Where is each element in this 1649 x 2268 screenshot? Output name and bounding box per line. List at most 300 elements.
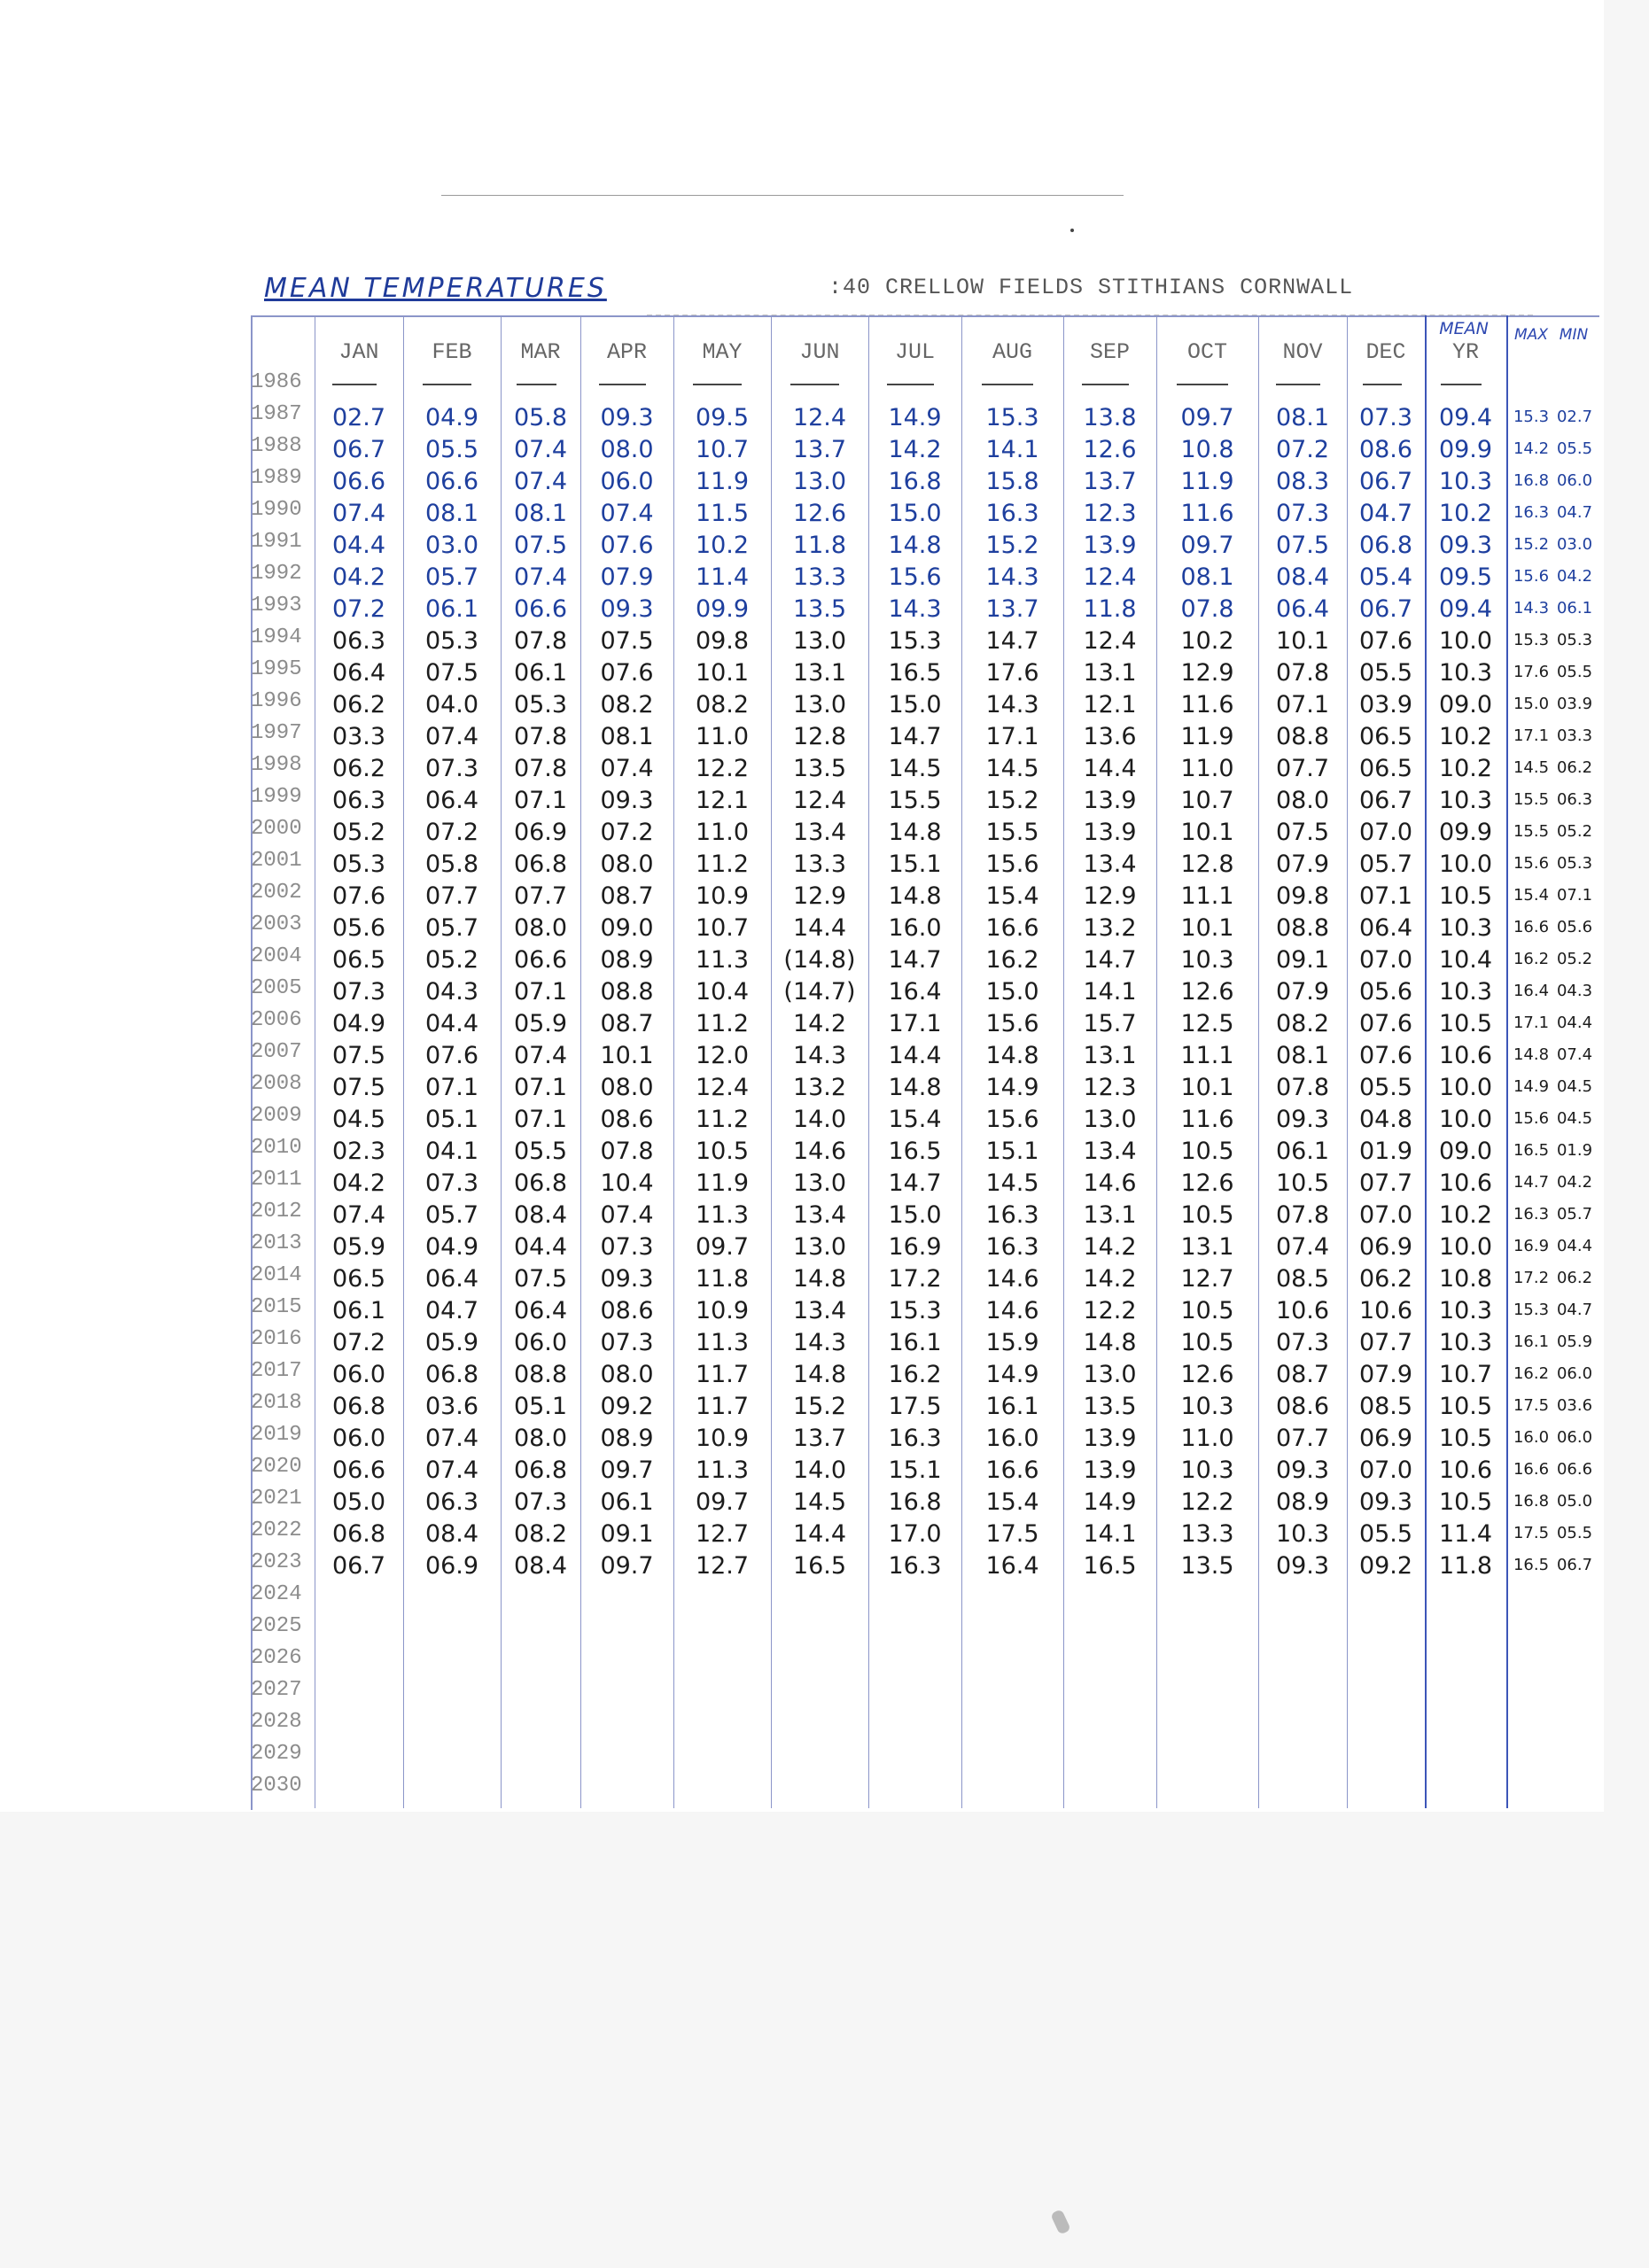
column-header: OCT [1186,339,1227,365]
table-cell: 06.4 [424,1265,479,1293]
year-label: 1991 [251,530,302,554]
year-label: 2011 [251,1168,302,1192]
table-cell: 05.7 [1358,850,1413,878]
table-cell: 12.7 [1180,1265,1234,1293]
header-underline [982,384,1033,385]
table-cell: 07.4 [1556,1045,1593,1064]
table-cell: 08.7 [600,1010,654,1037]
table-cell: 10.8 [1180,436,1234,463]
table-cell: 10.5 [1180,1297,1234,1324]
station-address: :40 CRELLOW FIELDS STITHIANS CORNWALL [828,275,1354,300]
table-cell: 04.7 [1556,503,1593,522]
header-underline [1363,384,1402,385]
table-cell: 10.2 [1438,755,1493,782]
table-cell: 04.1 [424,1138,479,1165]
table-cell: 05.5 [424,436,479,463]
year-label: 1989 [251,466,302,490]
table-cell: 15.0 [888,691,942,718]
table-cell: 10.3 [1180,946,1234,974]
table-cell: 08.2 [1275,1010,1330,1037]
table-cell: 10.5 [1180,1138,1234,1165]
table-cell: 07.5 [513,532,568,559]
table-cell: 06.7 [1358,595,1413,623]
table-cell: 01.9 [1358,1138,1413,1165]
table-cell: 09.3 [1275,1456,1330,1484]
table-cell: 10.3 [1438,914,1493,942]
table-cell: 11.8 [1438,1552,1493,1580]
table-cell: 17.2 [1513,1269,1550,1287]
header-underline [887,384,934,385]
table-cell: 14.6 [792,1138,847,1165]
table-cell: 10.3 [1438,978,1493,1006]
table-cell: 14.6 [1083,1169,1137,1197]
table-cell: 06.7 [331,436,386,463]
table-cell: 11.1 [1180,1042,1234,1069]
year-label: 1990 [251,498,302,522]
table-cell: 06.9 [1358,1425,1413,1452]
table-cell: 05.2 [1556,950,1593,968]
ink-mark [1050,2209,1071,2234]
table-cell: 08.8 [1275,914,1330,942]
table-cell: 06.6 [513,946,568,974]
year-label: 2012 [251,1200,302,1223]
table-cell: 09.3 [600,787,654,814]
table-cell: 06.2 [331,755,386,782]
table-cell: 05.8 [513,404,568,431]
table-cell: 07.3 [1358,404,1413,431]
table-cell: 10.2 [1438,723,1493,750]
year-label: 2007 [251,1040,302,1064]
year-label: 2020 [251,1455,302,1479]
table-cell: 06.1 [600,1488,654,1516]
table-cell: 10.8 [1438,1265,1493,1293]
header-underline [1441,384,1482,385]
table-cell: 14.8 [985,1042,1039,1069]
table-cell: 06.1 [1275,1138,1330,1165]
table-cell: 10.3 [1438,659,1493,687]
table-cell: 06.1 [513,659,568,687]
table-cell: 07.4 [513,1042,568,1069]
table-cell: 05.8 [424,850,479,878]
table-cell: 06.8 [331,1393,386,1420]
table-cell: 16.3 [985,1233,1039,1261]
table-cell: 05.2 [424,946,479,974]
header-underline [517,384,556,385]
table-cell: 10.5 [695,1138,750,1165]
table-cell: 07.8 [1275,1201,1330,1229]
table-cell: 16.3 [985,1201,1039,1229]
table-cell: 07.5 [331,1074,386,1101]
table-cell: 15.1 [888,850,942,878]
table-cell: 08.4 [513,1552,568,1580]
table-cell: 14.6 [985,1265,1039,1293]
year-label: 1987 [251,402,302,426]
table-cell: 14.8 [1083,1329,1137,1356]
table-cell: 16.6 [985,1456,1039,1484]
year-label: 2025 [251,1614,302,1638]
table-cell: 05.3 [424,627,479,655]
table-cell: 06.0 [600,468,654,495]
table-cell: 10.6 [1438,1169,1493,1197]
table-cell: 16.1 [1513,1332,1550,1351]
table-cell: 07.5 [600,627,654,655]
table-cell: 14.8 [792,1361,847,1388]
table-cell: 06.8 [331,1520,386,1548]
table-cell: 16.0 [985,1425,1039,1452]
table-cell: 06.4 [1358,914,1413,942]
year-label: 1986 [251,370,302,394]
table-cell: 16.1 [985,1393,1039,1420]
table-cell: 10.3 [1438,1297,1493,1324]
table-cell: 10.4 [695,978,750,1006]
table-cell: 05.3 [513,691,568,718]
table-cell: (14.7) [783,978,856,1006]
table-cell: 15.0 [1513,695,1550,713]
table-cell: 17.1 [1513,1014,1550,1032]
table-cell: 12.6 [792,500,847,527]
table-cell: 10.5 [1438,1488,1493,1516]
table-cell: 10.9 [695,882,750,910]
table-cell: 13.1 [1083,659,1137,687]
table-cell: 04.3 [1556,982,1593,1000]
table-cell: 04.5 [1556,1109,1593,1128]
table-cell: 17.5 [985,1520,1039,1548]
table-cell: 05.5 [1358,1074,1413,1101]
table-cell: 13.7 [1083,468,1137,495]
table-cell: 10.9 [695,1297,750,1324]
table-cell: 09.2 [600,1393,654,1420]
table-cell: 12.9 [1180,659,1234,687]
table-cell: 05.2 [1556,822,1593,841]
table-cell: 14.5 [985,1169,1039,1197]
table-cell: 10.1 [1180,1074,1234,1101]
table-cell: 07.6 [424,1042,479,1069]
table-cell: 12.6 [1180,1169,1234,1197]
table-cell: 11.0 [695,819,750,846]
table-cell: 14.9 [1083,1488,1137,1516]
table-cell: 09.2 [1358,1552,1413,1580]
table-cell: 16.5 [1513,1556,1550,1574]
year-label: 2017 [251,1359,302,1383]
header-underline [693,384,742,385]
table-cell: 07.8 [1180,595,1234,623]
table-cell: 07.4 [331,500,386,527]
table-cell: 14.4 [1083,755,1137,782]
table-cell: 07.7 [1358,1329,1413,1356]
table-cell: 07.7 [1358,1169,1413,1197]
table-cell: 07.4 [424,723,479,750]
table-cell: 10.6 [1358,1297,1413,1324]
table-cell: 06.4 [513,1297,568,1324]
table-cell: 05.5 [1556,1524,1593,1542]
table-cell: 10.5 [1275,1169,1330,1197]
table-cell: 07.2 [424,819,479,846]
table-cell: 06.3 [1556,790,1593,809]
table-cell: 12.6 [1180,1361,1234,1388]
table-cell: 13.0 [1083,1361,1137,1388]
table-cell: 14.2 [792,1010,847,1037]
year-label: 2005 [251,976,302,1000]
year-label: 2014 [251,1263,302,1287]
table-cell: 09.7 [1180,532,1234,559]
table-cell: 06.0 [331,1361,386,1388]
table-cell: 07.3 [600,1233,654,1261]
table-cell: 08.7 [1275,1361,1330,1388]
table-cell: 13.0 [792,468,847,495]
table-cell: 13.9 [1083,1425,1137,1452]
table-cell: 07.5 [513,1265,568,1293]
year-label: 1994 [251,625,302,649]
table-cell: 07.0 [1358,819,1413,846]
table-cell: 14.5 [1513,758,1550,777]
year-label: 2004 [251,944,302,968]
page-title: MEAN TEMPERATURES [264,273,607,304]
table-cell: 03.6 [1556,1396,1593,1415]
table-cell: 10.2 [695,532,750,559]
table-cell: 14.7 [1513,1173,1550,1192]
table-cell: 06.7 [1556,1556,1593,1574]
column-header: FEB [432,339,472,365]
table-cell: 14.5 [792,1488,847,1516]
table-cell: 08.1 [513,500,568,527]
table-cell: 12.6 [1180,978,1234,1006]
table-cell: 15.2 [1513,535,1550,554]
table-cell: 16.5 [888,1138,942,1165]
table-cell: 15.2 [985,532,1039,559]
table-cell: 16.0 [1513,1428,1550,1447]
column-header: NOV [1282,339,1323,365]
table-cell: 12.1 [1083,691,1137,718]
table-cell: 14.0 [792,1456,847,1484]
header-underline [1177,384,1228,385]
table-cell: 15.7 [1083,1010,1137,1037]
year-label: 2021 [251,1487,302,1511]
table-cell: 07.1 [1358,882,1413,910]
table-cell: 09.7 [600,1456,654,1484]
table-cell: 11.0 [1180,1425,1234,1452]
table-cell: 03.3 [331,723,386,750]
table-cell: 08.0 [600,1361,654,1388]
table-cell: 11.0 [695,723,750,750]
table-cell: 12.2 [1083,1297,1137,1324]
table-cell: 07.6 [1358,1042,1413,1069]
table-cell: 17.5 [888,1393,942,1420]
table-cell: 15.2 [792,1393,847,1420]
year-label: 2024 [251,1582,302,1606]
table-cell: 10.2 [1180,627,1234,655]
table-cell: 17.6 [1513,663,1550,681]
table-cell: 14.2 [1513,439,1550,458]
table-cell: 06.8 [1358,532,1413,559]
table-cell: 14.4 [792,1520,847,1548]
table-cell: 10.4 [1438,946,1493,974]
table-cell: 08.1 [1275,1042,1330,1069]
table-cell: 05.5 [1358,659,1413,687]
year-label: 2022 [251,1518,302,1542]
table-cell: 07.4 [513,563,568,591]
table-cell: 08.6 [600,1106,654,1133]
table-cell: 12.1 [695,787,750,814]
table-cell: 08.6 [1358,436,1413,463]
column-header: MAR [520,339,561,365]
table-cell: 06.2 [331,691,386,718]
table-cell: 13.5 [792,755,847,782]
table-cell: 14.8 [792,1265,847,1293]
table-cell: 07.5 [424,659,479,687]
table-cell: 06.1 [424,595,479,623]
table-cell: 07.8 [513,755,568,782]
table-cell: 10.1 [695,659,750,687]
table-cell: 12.7 [695,1520,750,1548]
table-cell: 10.1 [1275,627,1330,655]
table-cell: 11.1 [1180,882,1234,910]
table-cell: 08.9 [600,1425,654,1452]
table-cell: 17.2 [888,1265,942,1293]
table-cell: 13.9 [1083,532,1137,559]
table-cell: 09.7 [1180,404,1234,431]
table-cell: 16.3 [1513,1205,1550,1223]
table-cell: 13.7 [792,1425,847,1452]
column-header: JAN [338,339,379,365]
table-cell: 07.9 [600,563,654,591]
table-cell: 13.4 [1083,1138,1137,1165]
table-cell: 08.7 [600,882,654,910]
table-cell: 07.4 [600,500,654,527]
table-cell: 08.6 [600,1297,654,1324]
table-cell: 06.6 [331,468,386,495]
table-cell: 14.2 [1083,1265,1137,1293]
table-cell: 07.8 [513,723,568,750]
table-cell: 15.3 [985,404,1039,431]
table-cell: 01.9 [1556,1141,1593,1160]
table-cell: 12.0 [695,1042,750,1069]
table-cell: 14.3 [985,691,1039,718]
table-cell: 04.4 [1556,1014,1593,1032]
table-cell: 05.0 [1556,1492,1593,1511]
table-cell: 04.2 [331,563,386,591]
table-cell: 08.3 [1275,468,1330,495]
table-cell: 13.7 [985,595,1039,623]
table-cell: 07.4 [600,755,654,782]
table-cell: 15.4 [888,1106,942,1133]
table-cell: 04.3 [424,978,479,1006]
table-cell: 13.4 [1083,850,1137,878]
table-cell: 03.9 [1556,695,1593,713]
table-cell: 09.8 [1275,882,1330,910]
table-cell: 13.9 [1083,1456,1137,1484]
column-header: APR [606,339,647,365]
table-cell: 05.1 [424,1106,479,1133]
table-cell: (14.8) [783,946,856,974]
header-underline [1082,384,1129,385]
table-cell: 11.3 [695,1201,750,1229]
table-cell: 04.4 [424,1010,479,1037]
table-cell: 15.5 [888,787,942,814]
year-label: 2027 [251,1678,302,1702]
table-cell: 08.2 [600,691,654,718]
table-cell: 07.3 [424,1169,479,1197]
table-cell: 14.8 [888,819,942,846]
table-cell: 10.0 [1438,627,1493,655]
table-cell: 15.3 [1513,631,1550,649]
table-cell: 12.2 [1180,1488,1234,1516]
table-cell: 13.1 [792,659,847,687]
table-cell: 09.7 [600,1552,654,1580]
table-cell: 17.1 [985,723,1039,750]
table-cell: 08.9 [600,946,654,974]
table-cell: 12.9 [792,882,847,910]
year-label: 2006 [251,1008,302,1032]
table-cell: 06.8 [513,850,568,878]
table-cell: 08.8 [600,978,654,1006]
table-cell: 07.3 [331,978,386,1006]
table-cell: 16.3 [888,1552,942,1580]
table-cell: 13.4 [792,1297,847,1324]
table-cell: 05.6 [1556,918,1593,936]
table-cell: 15.1 [888,1456,942,1484]
table-cell: 11.9 [695,468,750,495]
table-cell: 13.0 [792,1169,847,1197]
table-cell: 16.4 [985,1552,1039,1580]
table-cell: 08.0 [513,1425,568,1452]
table-cell: 07.5 [1275,819,1330,846]
table-cell: 13.6 [1083,723,1137,750]
table-cell: 16.5 [792,1552,847,1580]
table-cell: 04.9 [424,404,479,431]
table-cell: 14.3 [1513,599,1550,617]
table-cell: 14.7 [888,946,942,974]
table-cell: 14.9 [888,404,942,431]
table-cell: 16.2 [1513,950,1550,968]
table-cell: 07.4 [600,1201,654,1229]
table-cell: 07.8 [513,627,568,655]
table-cell: 17.1 [1513,726,1550,745]
table-cell: 12.3 [1083,500,1137,527]
column-header: DEC [1365,339,1406,365]
table-cell: 05.9 [1556,1332,1593,1351]
table-cell: 13.7 [792,436,847,463]
table-cell: 05.9 [424,1329,479,1356]
table-cell: 13.0 [792,1233,847,1261]
table-cell: 05.3 [1556,631,1593,649]
year-label: 2026 [251,1646,302,1670]
year-label: 1995 [251,657,302,681]
table-cell: 04.4 [331,532,386,559]
table-cell: 08.1 [1275,404,1330,431]
table-cell: 07.7 [513,882,568,910]
year-label: 2008 [251,1072,302,1096]
table-cell: 14.6 [985,1297,1039,1324]
table-cell: 16.3 [888,1425,942,1452]
table-cell: 07.6 [1358,1010,1413,1037]
table-cell: 10.5 [1438,1010,1493,1037]
table-cell: 04.5 [1556,1077,1593,1096]
table-cell: 08.1 [1180,563,1234,591]
table-cell: 16.2 [1513,1364,1550,1383]
table-cell: 09.9 [1438,819,1493,846]
year-label: 1992 [251,562,302,586]
table-cell: 15.0 [985,978,1039,1006]
table-cell: 13.3 [1180,1520,1234,1548]
table-cell: 10.2 [1438,1201,1493,1229]
table-cell: 06.2 [1556,1269,1593,1287]
table-cell: 12.4 [792,787,847,814]
table-cell: 04.7 [1358,500,1413,527]
year-label: 2001 [251,849,302,873]
table-cell: 15.3 [888,1297,942,1324]
table-cell: 13.2 [1083,914,1137,942]
table-cell: 05.3 [331,850,386,878]
